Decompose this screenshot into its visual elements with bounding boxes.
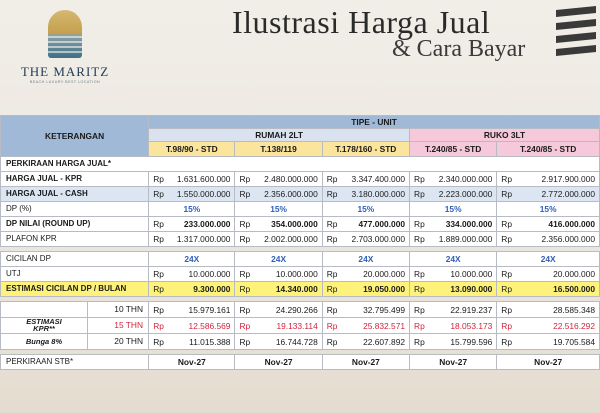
- cell-value: 334.000.000: [430, 217, 497, 232]
- currency: Rp: [322, 232, 342, 247]
- cell-value: 24X: [322, 252, 409, 267]
- row-label: UTJ: [1, 267, 149, 282]
- currency: Rp: [149, 267, 169, 282]
- header-group-rumah: RUMAH 2LT: [149, 129, 410, 142]
- currency: Rp: [322, 302, 342, 318]
- currency: Rp: [149, 217, 169, 232]
- page-subtitle: & Cara Bayar: [392, 36, 526, 62]
- cell-value: 416.000.000: [517, 217, 599, 232]
- cell-value: 1.317.000.000: [169, 232, 235, 247]
- currency: Rp: [497, 187, 517, 202]
- currency: Rp: [149, 282, 169, 297]
- currency: Rp: [322, 217, 342, 232]
- row-label: HARGA JUAL - CASH: [1, 187, 149, 202]
- table-row: [1, 202, 600, 217]
- cell-value: 233.000.000: [169, 217, 235, 232]
- currency: Rp: [497, 334, 517, 350]
- currency: Rp: [497, 302, 517, 318]
- kpr-label: KPR**: [33, 324, 55, 333]
- table-row: [1, 282, 600, 297]
- currency: Rp: [235, 232, 255, 247]
- row-label: PLAFON KPR: [1, 232, 149, 247]
- table-row: [1, 334, 600, 350]
- cell-value: 10.000.000: [255, 267, 322, 282]
- cell-value: 19.705.584: [517, 334, 599, 350]
- cell-value: 2.356.000.000: [255, 187, 322, 202]
- currency: Rp: [235, 172, 255, 187]
- table-row: [1, 217, 600, 232]
- brand-logo: [8, 6, 118, 86]
- cell-value: 22.919.237: [430, 302, 497, 318]
- cell-value: 16.500.000: [517, 282, 599, 297]
- tenor-label: 20 THN: [87, 334, 147, 349]
- currency: Rp: [235, 334, 255, 350]
- row-label: DP (%): [1, 202, 149, 217]
- cell-value: 16.744.728: [255, 334, 322, 350]
- currency: Rp: [235, 187, 255, 202]
- header-unit: T.240/85 - STD: [410, 142, 497, 157]
- cell-value: 477.000.000: [343, 217, 410, 232]
- cell-value: 2.340.000.000: [430, 172, 497, 187]
- cell-value: 15.979.161: [169, 302, 235, 318]
- cell-value: 2.772.000.000: [517, 187, 599, 202]
- currency: Rp: [497, 217, 517, 232]
- cell-value: Nov-27: [149, 355, 235, 370]
- section-harga-jual: PERKIRAAN HARGA JUAL*: [1, 157, 600, 172]
- cell-value: 2.002.000.000: [255, 232, 322, 247]
- currency: Rp: [322, 334, 342, 350]
- cell-value: 20.000.000: [343, 267, 410, 282]
- table-row: [1, 232, 600, 247]
- cell-value: 22.607.892: [343, 334, 410, 350]
- header-group-ruko: RUKO 3LT: [410, 129, 600, 142]
- currency: Rp: [235, 217, 255, 232]
- cell-value: 2.356.000.000: [517, 232, 599, 247]
- cell-value: 15%: [410, 202, 497, 217]
- currency: Rp: [497, 232, 517, 247]
- cell-value: 2.480.000.000: [255, 172, 322, 187]
- header-keterangan: KETERANGAN: [1, 116, 149, 157]
- cell-value: 9.300.000: [169, 282, 235, 297]
- tenor-label: 10 THN: [87, 302, 147, 317]
- cell-value: 13.090.000: [430, 282, 497, 297]
- cell-value: 12.586.569: [169, 318, 235, 334]
- cell-value: 22.516.292: [517, 318, 599, 334]
- cell-value: 10.000.000: [430, 267, 497, 282]
- cell-value: Nov-27: [322, 355, 409, 370]
- table-row: [1, 172, 600, 187]
- brand-tagline: BEACH LUXURY BEST LOCATION: [29, 80, 101, 84]
- cell-value: 15%: [497, 202, 600, 217]
- cell-value: 10.000.000: [169, 267, 235, 282]
- currency: Rp: [410, 267, 430, 282]
- cell-value: Nov-27: [235, 355, 322, 370]
- header-unit: T.98/90 - STD: [149, 142, 235, 157]
- cell-value: 11.015.388: [169, 334, 235, 350]
- cell-value: Nov-27: [497, 355, 600, 370]
- header-tipe-unit: TIPE - UNIT: [149, 116, 600, 129]
- cell-value: 354.000.000: [255, 217, 322, 232]
- tenor-label: 15 THN: [87, 318, 147, 333]
- row-label: CICILAN DP: [1, 252, 149, 267]
- table-row: [1, 267, 600, 282]
- price-table: [0, 115, 600, 385]
- kpr-bunga-label: Bunga 8%: [1, 334, 87, 349]
- table-row: [1, 252, 600, 267]
- cell-value: 20.000.000: [517, 267, 599, 282]
- kpr-label-cell: [1, 318, 149, 334]
- cell-value: 2.917.900.000: [517, 172, 599, 187]
- brand-name: THE MARITZ: [20, 64, 110, 79]
- currency: Rp: [149, 172, 169, 187]
- cell-value: 1.550.000.000: [169, 187, 235, 202]
- currency: Rp: [235, 318, 255, 334]
- currency: Rp: [497, 282, 517, 297]
- currency: Rp: [149, 318, 169, 334]
- currency: Rp: [322, 172, 342, 187]
- currency: Rp: [149, 302, 169, 318]
- cell-value: 15%: [235, 202, 322, 217]
- cell-value: 2.223.000.000: [430, 187, 497, 202]
- currency: Rp: [322, 187, 342, 202]
- currency: Rp: [410, 302, 430, 318]
- header-unit: T.240/85 - STD: [497, 142, 600, 157]
- currency: Rp: [497, 318, 517, 334]
- table-row: [1, 302, 600, 318]
- cell-value: 25.832.571: [343, 318, 410, 334]
- cell-value: 1.889.000.000: [430, 232, 497, 247]
- kpr-label-cell: [1, 302, 149, 318]
- cell-value: Nov-27: [410, 355, 497, 370]
- currency: Rp: [322, 318, 342, 334]
- cell-value: 18.053.173: [430, 318, 497, 334]
- cell-value: 28.585.348: [517, 302, 599, 318]
- table-row: [1, 318, 600, 334]
- currency: Rp: [410, 187, 430, 202]
- cell-value: 19.050.000: [343, 282, 410, 297]
- currency: Rp: [235, 282, 255, 297]
- currency: Rp: [410, 232, 430, 247]
- currency: Rp: [322, 267, 342, 282]
- cell-value: 1.631.600.000: [169, 172, 235, 187]
- row-label: HARGA JUAL - KPR: [1, 172, 149, 187]
- table-row: [1, 187, 600, 202]
- cell-value: 24X: [410, 252, 497, 267]
- cell-value: 19.133.114: [255, 318, 322, 334]
- cell-value: 24.290.266: [255, 302, 322, 318]
- currency: Rp: [497, 172, 517, 187]
- kpr-label-cell: [1, 334, 149, 350]
- cell-value: 15.799.596: [430, 334, 497, 350]
- currency: Rp: [322, 282, 342, 297]
- currency: Rp: [410, 172, 430, 187]
- cell-value: 3.347.400.000: [343, 172, 410, 187]
- cell-value: 14.340.000: [255, 282, 322, 297]
- cell-value: 24X: [235, 252, 322, 267]
- header-unit: T.178/160 - STD: [322, 142, 409, 157]
- currency: Rp: [149, 187, 169, 202]
- decorative-stripes-icon: [552, 6, 598, 62]
- currency: Rp: [497, 267, 517, 282]
- cell-value: 3.180.000.000: [343, 187, 410, 202]
- header-unit: T.138/119: [235, 142, 322, 157]
- row-label: ESTIMASI CICILAN DP / BULAN: [1, 282, 149, 297]
- row-label: PERKIRAAN STB*: [1, 355, 149, 370]
- currency: Rp: [149, 232, 169, 247]
- cell-value: 24X: [149, 252, 235, 267]
- row-label: DP NILAI (ROUND UP): [1, 217, 149, 232]
- currency: Rp: [410, 282, 430, 297]
- table-row: [1, 355, 600, 370]
- currency: Rp: [235, 267, 255, 282]
- logo-emblem-icon: [48, 10, 82, 58]
- kpr-estimasi-label: ESTIMASI: [26, 317, 62, 326]
- cell-value: 24X: [497, 252, 600, 267]
- cell-value: 15%: [149, 202, 235, 217]
- cell-value: 2.703.000.000: [343, 232, 410, 247]
- currency: Rp: [410, 318, 430, 334]
- cell-value: 32.795.499: [343, 302, 410, 318]
- currency: Rp: [235, 302, 255, 318]
- currency: Rp: [410, 217, 430, 232]
- currency: Rp: [149, 334, 169, 350]
- cell-value: 15%: [322, 202, 409, 217]
- currency: Rp: [410, 334, 430, 350]
- page-title: Ilustrasi Harga Jual: [232, 4, 491, 40]
